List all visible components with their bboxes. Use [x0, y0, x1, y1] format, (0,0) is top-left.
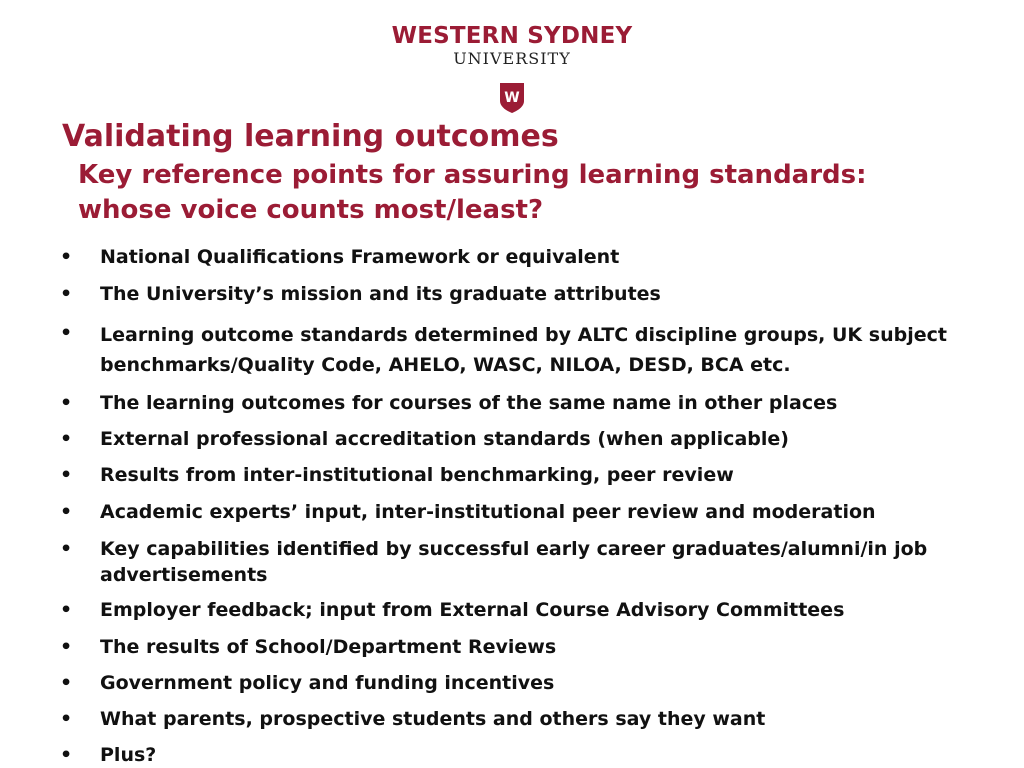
- bullet-text-line-1: Learning outcome standards determined by ALTC discipline groups, UK subject: [100, 324, 947, 346]
- bullet-text: What parents, prospective students and others say they want: [100, 708, 766, 730]
- slide-title: Validating learning outcomes: [62, 119, 559, 154]
- bullet-marker: •: [60, 636, 73, 658]
- list-item: [60, 597, 960, 623]
- bullet-marker: •: [60, 501, 73, 523]
- bullet-marker: •: [60, 672, 73, 694]
- list-item: [60, 281, 960, 307]
- subtitle-line-2: whose voice counts most/least?: [78, 195, 544, 225]
- bullet-text: The University’s mission and its graduate attributes: [100, 283, 661, 305]
- bullet-text: Government policy and funding incentives: [100, 672, 555, 694]
- bullet-marker: •: [60, 708, 73, 730]
- bullet-text: The results of School/Department Reviews: [100, 636, 557, 658]
- list-item: [60, 499, 960, 525]
- logo-name: WESTERN SYDNEY: [391, 23, 633, 49]
- university-logo: [0, 22, 1024, 68]
- list-item: [60, 426, 960, 452]
- bullet-text: National Qualifications Framework or equivalent: [100, 246, 620, 268]
- bullet-marker: •: [60, 246, 73, 268]
- bullet-marker: •: [60, 283, 73, 305]
- slide-subtitle: [78, 158, 867, 228]
- bullet-marker: •: [60, 538, 73, 560]
- bullet-marker: •: [60, 464, 73, 486]
- bullet-text-line-1: Key capabilities identified by successful early career graduates/alumni/in job: [100, 538, 928, 560]
- bullet-text: Academic experts’ input, inter-institutional peer review and moderation: [100, 501, 876, 523]
- bullet-text: The learning outcomes for courses of the same name in other places: [100, 392, 838, 414]
- bullet-text: External professional accreditation standards (when applicable): [100, 428, 789, 450]
- subtitle-line-1: Key reference points for assuring learning standards:: [78, 160, 867, 190]
- logo-subtitle: UNIVERSITY: [453, 49, 571, 68]
- list-item: [60, 390, 960, 416]
- university-shield-icon: [499, 82, 525, 114]
- bullet-text: Results from inter-institutional benchmarking, peer review: [100, 464, 734, 486]
- list-item: [60, 742, 960, 768]
- shield-letter: W: [504, 90, 520, 106]
- bullet-marker: •: [60, 599, 73, 621]
- bullet-text-line-2: advertisements: [100, 564, 268, 586]
- bullet-marker: •: [60, 392, 73, 414]
- bullet-text: Employer feedback; input from External Course Advisory Committees: [100, 599, 845, 621]
- list-item: [60, 320, 960, 380]
- bullet-marker: •: [60, 428, 73, 450]
- bullet-text-line-2: benchmarks/Quality Code, AHELO, WASC, NILOA, DESD, BCA etc.: [100, 354, 791, 376]
- list-item: [60, 536, 960, 588]
- list-item: [60, 462, 960, 488]
- bullet-text: Plus?: [100, 744, 157, 766]
- list-item: [60, 244, 960, 270]
- list-item: [60, 706, 960, 732]
- list-item: [60, 670, 960, 696]
- bullet-marker: •: [60, 322, 73, 344]
- bullet-marker: •: [60, 744, 73, 766]
- list-item: [60, 634, 960, 660]
